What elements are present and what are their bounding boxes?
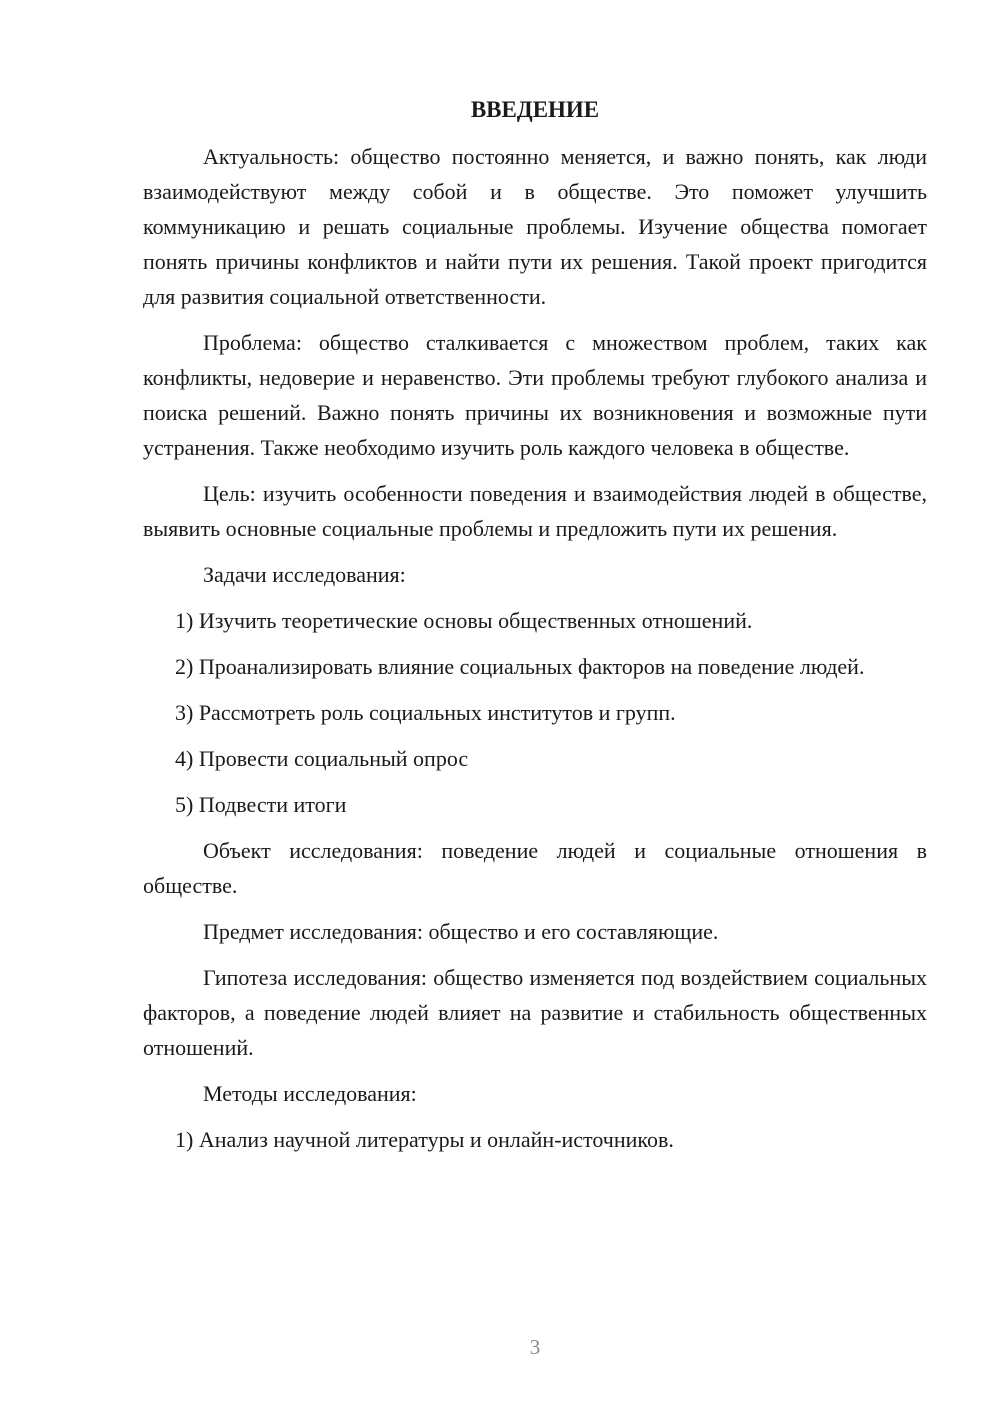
list-item-task-4: 4) Провести социальный опрос xyxy=(175,746,469,771)
paragraph-object: Объект исследования: поведение людей и социальные отношения в обществе. xyxy=(143,838,927,898)
paragraph-tasks-title: Задачи исследования: xyxy=(203,562,406,587)
paragraph-methods-title: Методы исследования: xyxy=(203,1081,417,1106)
paragraph-subject: Предмет исследования: общество и его составляющие. xyxy=(203,919,719,944)
section-heading: ВВЕДЕНИЕ xyxy=(470,97,600,122)
paragraph-goal: Цель: изучить особенности поведения и взаимодействия людей в обществе, выявить основные социальные проблемы и предложить пути их решения. xyxy=(143,481,927,541)
paragraph-problem: Проблема: общество сталкивается с множеством проблем, таких как конфликты, недоверие и неравенство. Эти проблемы требуют глубокого анализа и поиска решений. Важно понять причины их возникновения и возможные пути устранения. Также необходимо изучить роль каждого человека в обществе. xyxy=(143,330,927,460)
list-item-task-1: 1) Изучить теоретические основы общественных отношений. xyxy=(175,608,753,633)
paragraph-relevance: Актуальность: общество постоянно меняется, и важно понять, как люди взаимодействуют между собой и в обществе. Это поможет улучшить коммуникацию и решать социальные проблемы. Изучение общества помогает понять причины конфликтов и найти пути их решения. Такой проект пригодится для развития социальной ответственности. xyxy=(143,144,927,309)
page-number: 3 xyxy=(529,1335,541,1359)
list-item-task-2: 2) Проанализировать влияние социальных факторов на поведение людей. xyxy=(175,654,865,679)
list-item-task-3: 3) Рассмотреть роль социальных институтов и групп. xyxy=(175,700,676,725)
document-body xyxy=(143,92,927,1168)
list-item-task-5: 5) Подвести итоги xyxy=(175,792,347,817)
paragraph-hypothesis: Гипотеза исследования: общество изменяется под воздействием социальных факторов, а поведение людей влияет на развитие и стабильность общественных отношений. xyxy=(143,965,927,1060)
list-item-method-1: 1) Анализ научной литературы и онлайн-источников. xyxy=(175,1127,674,1152)
